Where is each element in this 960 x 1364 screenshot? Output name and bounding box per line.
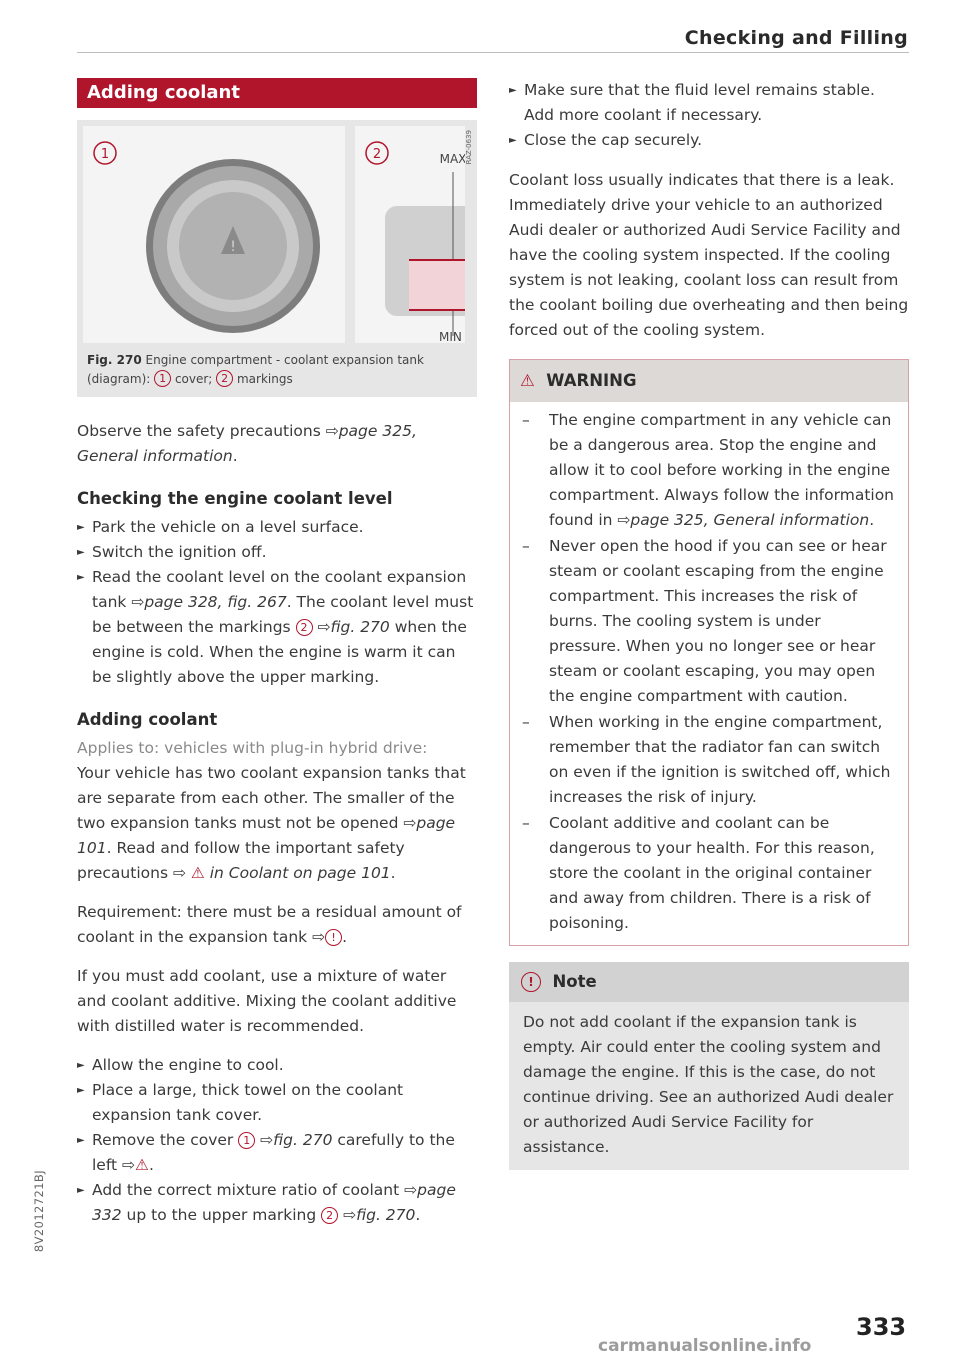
- arrow-icon: ⇨: [343, 1206, 357, 1224]
- dash-icon: –: [522, 713, 530, 731]
- page-328-link[interactable]: page 328, fig. 267: [144, 593, 287, 611]
- figure-code: RAZ-0639: [465, 130, 473, 165]
- markings-panel: [355, 126, 465, 343]
- right-column: [509, 78, 909, 1170]
- coolant-cap-illustration: [83, 126, 345, 343]
- header-rule: [77, 52, 909, 53]
- fig-270-link[interactable]: fig. 270: [330, 618, 390, 636]
- requirement-text: Requirement: there must be a residual amount of coolant in the expansion tank: [77, 903, 462, 946]
- dash-icon: –: [522, 537, 530, 555]
- step-text: Make sure that the fluid level remains stable. Add more coolant if necessary.: [524, 81, 875, 124]
- arrow-icon: ⇨: [317, 618, 331, 636]
- hybrid-paragraph: [77, 761, 477, 886]
- arrow-icon: ⇨: [617, 511, 631, 529]
- coolant-loss-paragraph: Coolant loss usually indicates that there is a leak. Immediately drive your vehicle to an authorized Audi dealer or authorized Audi Service Facility and have the cooling system inspected. If the cooling system is not leaking, coolant loss can result from the coolant boiling due overheating and then being forced out of the cooling system.: [509, 171, 909, 339]
- note-icon: !: [325, 929, 342, 946]
- heading-checking-coolant: Checking the engine coolant level: [77, 489, 393, 508]
- warning-text: The engine compartment in any vehicle can be a dangerous area. Stop the engine and allow it to cool before working in the engine compartment. Always follow the information found in: [549, 411, 895, 529]
- observe-text: Observe the safety precautions: [77, 422, 326, 440]
- bullet-icon: ►: [77, 1185, 85, 1196]
- caption-label: Fig. 270: [87, 353, 142, 367]
- callout-2-inline: 2: [321, 1207, 338, 1224]
- warning-item: [522, 534, 896, 709]
- figure-270: [77, 120, 477, 345]
- arrow-icon: ⇨: [404, 1181, 418, 1199]
- arrow-icon: ⇨: [131, 593, 145, 611]
- warning-icon: ⚠: [190, 864, 205, 882]
- step-text: .: [415, 1206, 421, 1224]
- note-icon: !: [521, 972, 541, 992]
- add-steps: [77, 1053, 477, 1228]
- warning-box: [509, 359, 909, 946]
- fig-270-link[interactable]: fig. 270: [356, 1206, 416, 1224]
- coolant-warning-link[interactable]: in Coolant on page 101: [209, 864, 391, 882]
- arrow-icon: ⇨: [403, 814, 417, 832]
- warning-text: Never open the hood if you can see or hear steam or coolant escaping from the engine compartment. This increases the risk of burns. The cooling system is under pressure. When you no longer see or hear steam or coolant escaping, you may open the engine compartment with caution.: [549, 537, 887, 705]
- figure-caption: [77, 345, 477, 397]
- warning-text: When working in the engine compartment, remember that the radiator fan can switch on even if the ignition is switched off, which increases the risk of injury.: [549, 713, 891, 806]
- step-text: Add the correct mixture ratio of coolant: [92, 1181, 405, 1199]
- list-item: [77, 1078, 477, 1128]
- warning-header: [510, 360, 908, 402]
- warning-icon: ⚠: [520, 371, 535, 390]
- step-text: Allow the engine to cool.: [92, 1056, 284, 1074]
- step-text: when the engine is cold. When the engine is warm it can be slightly above the upper marking.: [92, 618, 467, 686]
- svg-text:!: !: [230, 239, 236, 255]
- bullet-icon: ►: [77, 547, 85, 558]
- callout-1-inline: 1: [238, 1132, 255, 1149]
- warning-item: [522, 710, 896, 810]
- warning-text: Coolant additive and coolant can be dangerous to your health. For this reason, store the coolant in the original container and away from children. There is a risk of poisoning.: [549, 814, 875, 932]
- page-325-link[interactable]: page 325, General information: [77, 422, 417, 465]
- bullet-icon: ►: [77, 1060, 85, 1071]
- list-item: [77, 1178, 477, 1228]
- list-item: [77, 565, 477, 690]
- step-text: Switch the ignition off.: [92, 543, 267, 561]
- cover-panel: [83, 126, 345, 343]
- step-text: Park the vehicle on a level surface.: [92, 518, 364, 536]
- arrow-icon: ⇨: [312, 928, 326, 946]
- caption-text-mid: cover;: [171, 372, 217, 386]
- bullet-icon: ►: [509, 135, 517, 146]
- page-number: 333: [856, 1313, 907, 1341]
- bullet-icon: ►: [77, 1085, 85, 1096]
- note-title: Note: [552, 972, 597, 991]
- hybrid-text: . Read and follow the important safety precautions: [77, 839, 405, 882]
- list-item: [77, 1053, 477, 1078]
- caption-callout-1: 1: [154, 370, 171, 387]
- hybrid-text: Your vehicle has two coolant expansion tanks that are separate from each other. The smaller of the two expansion tanks must not be opened: [77, 764, 466, 832]
- min-label: MIN: [439, 330, 462, 344]
- watermark: carmanualsonline.info: [598, 1336, 812, 1356]
- bullet-icon: ►: [509, 85, 517, 96]
- note-header: [509, 962, 909, 1002]
- warning-body: [510, 402, 908, 945]
- caption-text-end: markings: [233, 372, 293, 386]
- list-item: [77, 1128, 477, 1178]
- expansion-tank-illustration: [355, 126, 465, 343]
- check-steps: [77, 515, 477, 690]
- step-text: . The coolant level must be between the markings: [92, 593, 474, 636]
- hybrid-end: .: [390, 864, 396, 882]
- callout-1: 1: [100, 147, 110, 162]
- step-text: up to the upper marking: [121, 1206, 322, 1224]
- dash-icon: –: [522, 814, 530, 832]
- observe-end: .: [232, 447, 238, 465]
- caption-callout-2: 2: [216, 370, 233, 387]
- list-item: [509, 128, 909, 153]
- warning-item: [522, 408, 896, 533]
- list-item: [77, 540, 477, 565]
- document-code: 8V2012721BJ: [32, 1170, 46, 1253]
- arrow-icon: ⇨: [122, 1156, 136, 1174]
- page-332-link[interactable]: page 332: [92, 1181, 456, 1224]
- step-text: Close the cap securely.: [524, 131, 703, 149]
- page-header-title: Checking and Filling: [684, 27, 908, 49]
- bullet-icon: ►: [77, 522, 85, 533]
- requirement-paragraph: [77, 900, 477, 950]
- list-item: [509, 78, 909, 128]
- arrow-icon: ⇨: [325, 422, 339, 440]
- list-item: [77, 515, 477, 540]
- warning-title: WARNING: [546, 371, 637, 390]
- arrow-icon: ⇨: [172, 864, 186, 882]
- caption-text: Engine compartment - coolant expansion tank (diagram):: [87, 353, 424, 386]
- callout-2: 2: [372, 147, 382, 162]
- heading-adding-coolant: Adding coolant: [77, 710, 218, 729]
- bullet-icon: ►: [77, 572, 85, 583]
- warning-item: [522, 811, 896, 936]
- step-text: Read the coolant level on the coolant expansion tank: [92, 568, 467, 611]
- arrow-icon: ⇨: [260, 1131, 274, 1149]
- callout-2-inline: 2: [296, 619, 313, 636]
- warning-icon: ⚠: [135, 1156, 149, 1174]
- step-text: Remove the cover: [92, 1131, 239, 1149]
- step-text: carefully to the left: [92, 1131, 455, 1174]
- requirement-end: .: [342, 928, 347, 946]
- max-label: MAX: [439, 152, 465, 166]
- mixture-paragraph: If you must add coolant, use a mixture of water and coolant additive. Mixing the coolant additive with distilled water is recommended.: [77, 967, 457, 1035]
- left-column: [77, 78, 477, 1228]
- observe-paragraph: [77, 419, 477, 469]
- section-banner: Adding coolant: [77, 78, 477, 108]
- warning-text: .: [869, 511, 875, 529]
- bullet-icon: ►: [77, 1135, 85, 1146]
- page-101-link[interactable]: page 101: [77, 814, 456, 857]
- fig-270-link[interactable]: fig. 270: [273, 1131, 333, 1149]
- note-box: [509, 962, 909, 1170]
- step-text: Place a large, thick towel on the coolant expansion tank cover.: [92, 1081, 404, 1124]
- step-text: .: [148, 1156, 154, 1174]
- dash-icon: –: [522, 411, 530, 429]
- note-body: Do not add coolant if the expansion tank is empty. Air could enter the cooling system and damage the engine. If this is the case, do not continue driving. See an authorized Audi dealer or authorized Audi Service Facility for assistance.: [523, 1013, 894, 1156]
- applies-to: Applies to: vehicles with plug-in hybrid drive:: [77, 739, 428, 757]
- page-325-link[interactable]: page 325, General information: [630, 511, 870, 529]
